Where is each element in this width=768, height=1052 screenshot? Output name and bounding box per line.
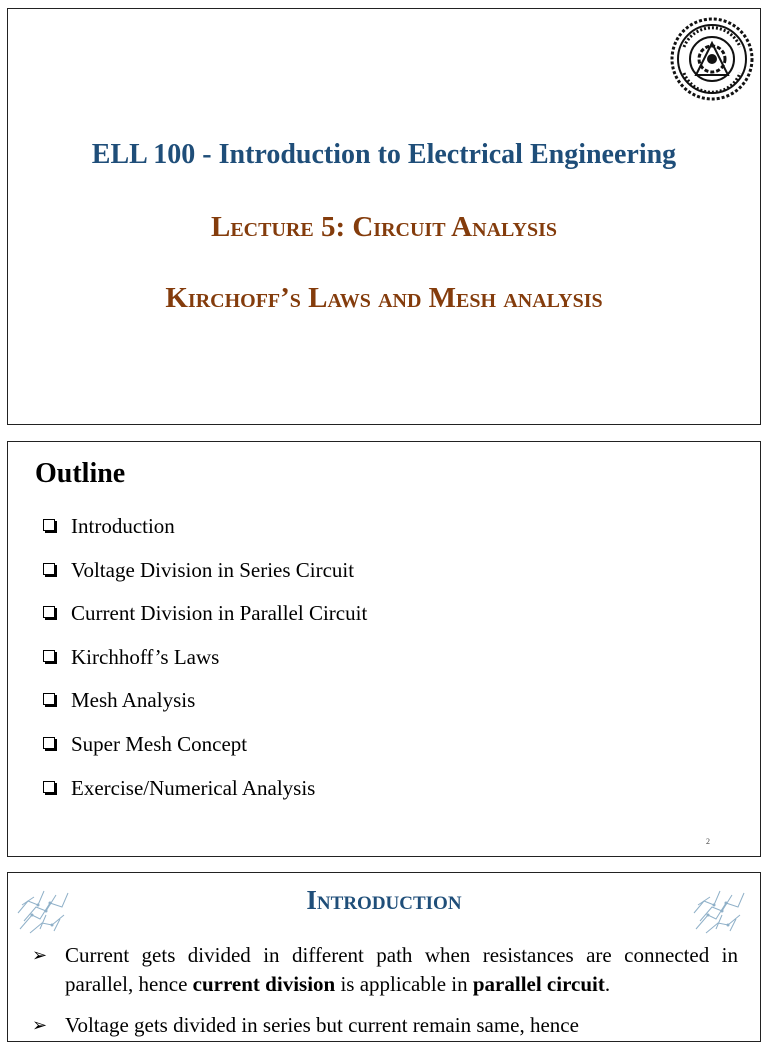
list-item: Kirchhoff’s Laws bbox=[41, 645, 367, 689]
introduction-slide bbox=[7, 872, 761, 1042]
checkbox-bullet-icon bbox=[43, 693, 55, 705]
list-item: Mesh Analysis bbox=[41, 688, 367, 732]
arrow-bullet-icon: ➢ bbox=[32, 1015, 48, 1035]
lecture-subtitle: Kirchoff’s Laws and Mesh analysis bbox=[165, 282, 603, 314]
checkbox-bullet-icon bbox=[43, 781, 55, 793]
checkbox-bullet-icon bbox=[43, 606, 55, 618]
list-item: Current Division in Parallel Circuit bbox=[41, 601, 367, 645]
outline-heading: Outline bbox=[35, 458, 126, 489]
circuit-decoration-icon bbox=[692, 885, 748, 935]
checkbox-bullet-icon bbox=[43, 737, 55, 749]
arrow-bullet-icon: ➢ bbox=[32, 945, 48, 965]
list-item: Introduction bbox=[41, 514, 367, 558]
page-number: 2 bbox=[706, 837, 710, 846]
lecture-title: Lecture 5: Circuit Analysis bbox=[211, 211, 557, 243]
list-item bbox=[32, 941, 738, 999]
bullet-list bbox=[32, 941, 738, 1052]
bullet-text: Voltage gets divided in series but current remain same, hence bbox=[65, 1013, 579, 1037]
checkbox-bullet-icon bbox=[43, 563, 55, 575]
institute-seal-logo bbox=[670, 17, 754, 101]
checkbox-bullet-icon bbox=[43, 650, 55, 662]
list-item: Exercise/Numerical Analysis bbox=[41, 776, 367, 820]
course-title: ELL 100 - Introduction to Electrical Engineering bbox=[91, 139, 677, 170]
outline-list bbox=[41, 514, 367, 819]
section-heading: Introduction bbox=[306, 885, 462, 915]
list-item bbox=[32, 1011, 738, 1040]
bullet-text: Current gets divided in different path when resistances are connected in parallel, hence current division is applicable in parallel circuit. bbox=[65, 943, 738, 996]
title-slide bbox=[7, 8, 761, 425]
checkbox-bullet-icon bbox=[43, 519, 55, 531]
list-item: Super Mesh Concept bbox=[41, 732, 367, 776]
list-item: Voltage Division in Series Circuit bbox=[41, 558, 367, 602]
outline-slide bbox=[7, 441, 761, 857]
